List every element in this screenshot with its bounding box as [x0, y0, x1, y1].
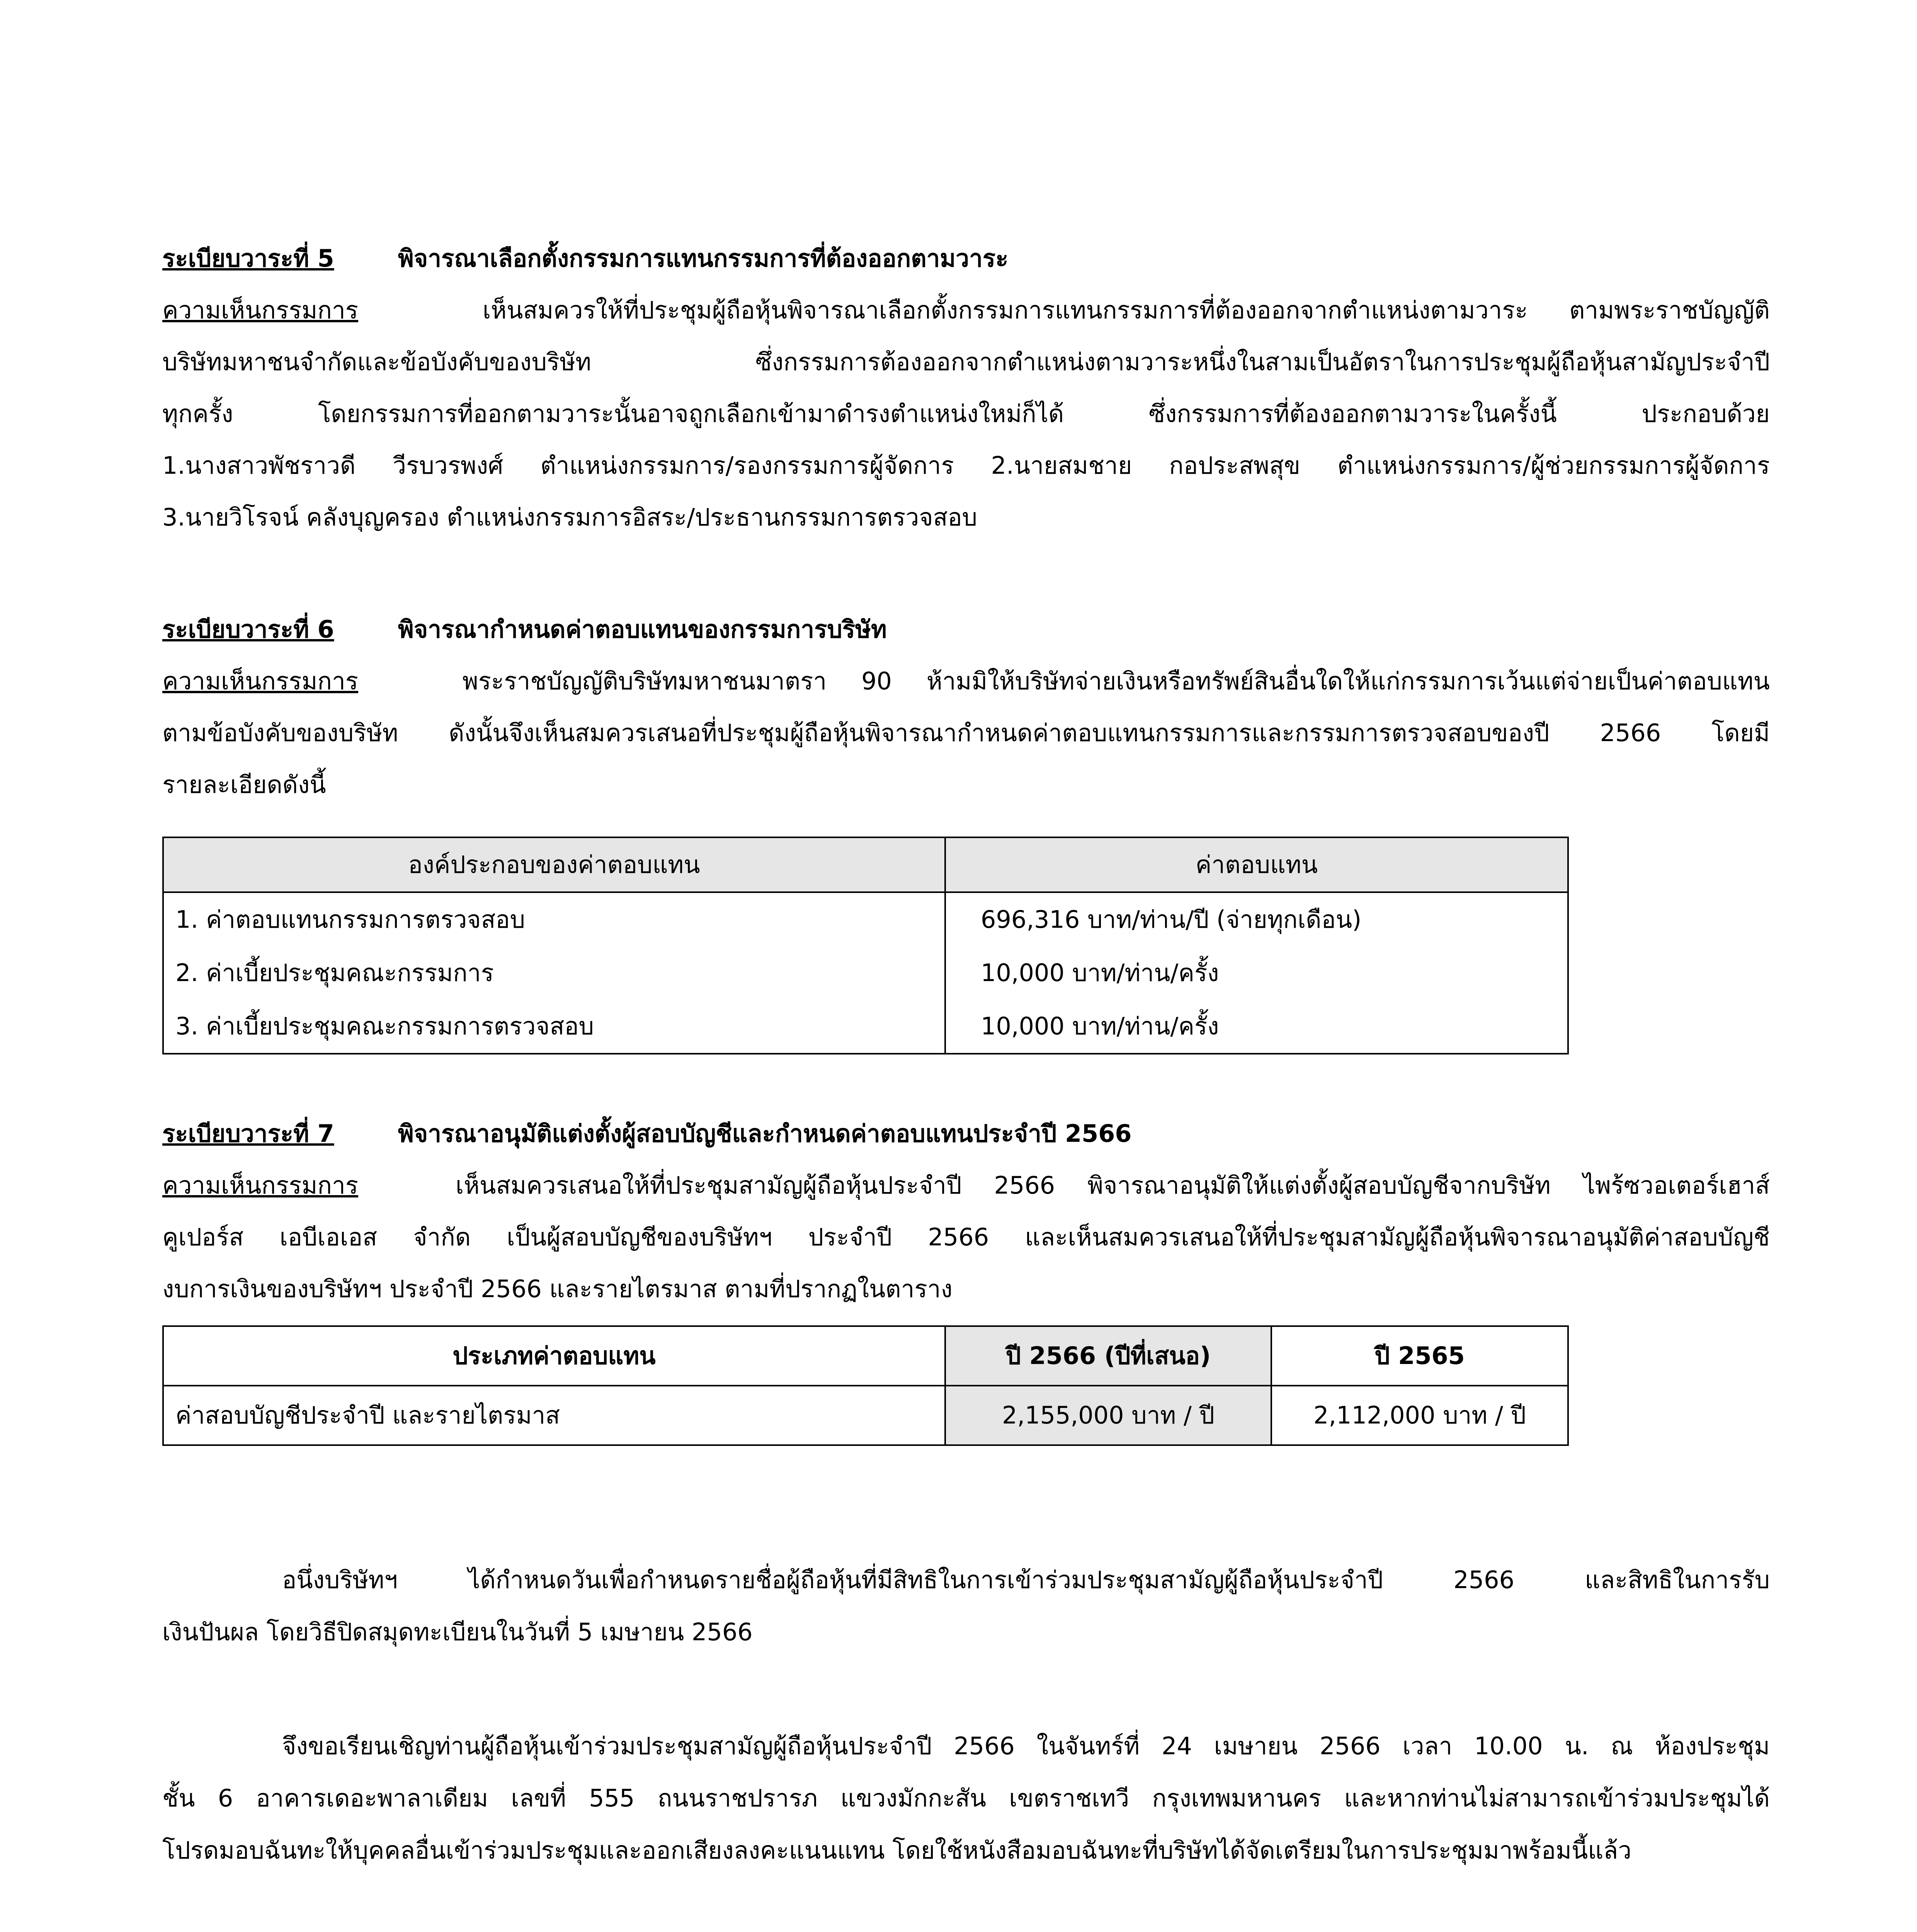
- agenda5-line-4: 1.นางสาวพัชราวดี วีรบวรพงศ์ ตำแหน่งกรรมการ/รองกรรมการผู้จัดการ 2.นายสมชาย กอประสพสุข ตำแหน่งกรรมการ/ผู้ช่วยกรรมการผู้จัดการ: [162, 451, 1770, 480]
- invitation-line-3: โปรดมอบฉันทะให้บุคคลอื่นเข้าร่วมประชุมและออกเสียงลงคะแนนแทน โดยใช้หนังสือมอบฉันทะที่บริษัทได้จัดเตรียมในการประชุมมาพร้อมนี้แล้ว: [162, 1836, 1632, 1864]
- table-header-row: [163, 1326, 1568, 1386]
- agenda7-opinion-label: ความเห็นกรรมการ: [162, 1171, 359, 1199]
- notice-line-2: เงินปันผล โดยวิธีปิดสมุดทะเบียนในวันที่ 5 เมษายน 2566: [162, 1618, 753, 1646]
- table-header: ประเภทค่าตอบแทน: [163, 1326, 945, 1386]
- agenda6-opinion-label: ความเห็นกรรมการ: [162, 667, 359, 695]
- table-cell: 3. ค่าเบี้ยประชุมคณะกรรมการตรวจสอบ: [163, 1000, 945, 1054]
- table-header: ปี 2565: [1271, 1326, 1568, 1386]
- table-cell: ค่าสอบบัญชีประจำปี และรายไตรมาส: [163, 1386, 945, 1445]
- agenda6-line-3: รายละเอียดดังนี้: [162, 770, 326, 799]
- agenda6-title: พิจารณากำหนดค่าตอบแทนของกรรมการบริษัท: [398, 615, 887, 643]
- agenda6-heading: [162, 611, 1770, 648]
- agenda5-line-2: บริษัทมหาชนจำกัดและข้อบังคับของบริษัท ซึ่งกรรมการต้องออกจากตำแหน่งตามวาระหนึ่งในสามเป็นอัตราในการประชุมผู้ถือหุ้นสามัญประจำปี: [162, 348, 1770, 376]
- agenda5-opinion-label: ความเห็นกรรมการ: [162, 296, 359, 324]
- agenda6-line-1: ความเห็นกรรมการ พระราชบัญญัติบริษัทมหาชนมาตรา 90 ห้ามมิให้บริษัทจ่ายเงินหรือทรัพย์สินอื่นใดให้แก่กรรมการเว้นแต่จ่ายเป็นค่าตอบแทน: [162, 667, 1770, 695]
- agenda7-audit-fee-table: [162, 1325, 1569, 1446]
- invitation-line-1: จึงขอเรียนเชิญท่านผู้ถือหุ้นเข้าร่วมประชุมสามัญผู้ถือหุ้นประจำปี 2566 ในจันทร์ที่ 24 เมษายน 2566 เวลา 10.00 น. ณ ห้องประชุม: [282, 1732, 1770, 1760]
- table-header-row: [163, 837, 1568, 892]
- table-cell: 10,000 บาท/ท่าน/ครั้ง: [945, 946, 1568, 1000]
- agenda6-line-2: ตามข้อบังคับของบริษัท ดังนั้นจึงเห็นสมควรเสนอที่ประชุมผู้ถือหุ้นพิจารณากำหนดค่าตอบแทนกรรมการและกรรมการตรวจสอบของปี 2566 โดยมี: [162, 719, 1770, 747]
- agenda5-line-3: ทุกครั้ง โดยกรรมการที่ออกตามวาระนั้นอาจถูกเลือกเข้ามาดำรงตำแหน่งใหม่ก็ได้ ซึ่งกรรมการที่ต้องออกตามวาระในครั้งนี้ ประกอบด้วย: [162, 400, 1770, 428]
- agenda6-label: ระเบียบวาระที่ 6: [162, 615, 334, 643]
- table-row: [163, 1386, 1568, 1445]
- table-row: [163, 1000, 1568, 1054]
- notice-line-1: อนึ่งบริษัทฯ ได้กำหนดวันเพื่อกำหนดรายชื่อผู้ถือหุ้นที่มีสิทธิในการเข้าร่วมประชุมสามัญผู้ถือหุ้นประจำปี 2566 และสิทธิในการรับ: [282, 1566, 1770, 1594]
- agenda6-compensation-table: [162, 837, 1569, 1054]
- agenda7-line-2: คูเปอร์ส เอบีเอเอส จำกัด เป็นผู้สอบบัญชีของบริษัทฯ ประจำปี 2566 และเห็นสมควรเสนอให้ที่ประชุมสามัญผู้ถือหุ้นพิจารณาอนุมัติค่าสอบบัญชี: [162, 1223, 1770, 1251]
- agenda7-line-3: งบการเงินของบริษัทฯ ประจำปี 2566 และรายไตรมาส ตามที่ปรากฏในตาราง: [162, 1275, 953, 1303]
- table-cell: 2,112,000 บาท / ปี: [1271, 1386, 1568, 1445]
- invitation-line-2: ชั้น 6 อาคารเดอะพาลาเดียม เลขที่ 555 ถนนราชปรารภ แขวงมักกะสัน เขตราชเทวี กรุงเทพมหานคร และหากท่านไม่สามารถเข้าร่วมประชุมได้: [162, 1784, 1770, 1812]
- agenda5-label: ระเบียบวาระที่ 5: [162, 244, 334, 272]
- table-row: [163, 892, 1568, 946]
- table-cell: 2. ค่าเบี้ยประชุมคณะกรรมการ: [163, 946, 945, 1000]
- table-cell: 1. ค่าตอบแทนกรรมการตรวจสอบ: [163, 892, 945, 946]
- agenda7-title: พิจารณาอนุมัติแต่งตั้งผู้สอบบัญชีและกำหนดค่าตอบแทนประจำปี 2566: [398, 1119, 1132, 1148]
- agenda5-heading: [162, 240, 1770, 277]
- table-cell: 10,000 บาท/ท่าน/ครั้ง: [945, 1000, 1568, 1054]
- table-row: [163, 946, 1568, 1000]
- agenda5-line-1: ความเห็นกรรมการ เห็นสมควรให้ที่ประชุมผู้ถือหุ้นพิจารณาเลือกตั้งกรรมการแทนกรรมการที่ต้องออกจากตำแหน่งตามวาระ ตามพระราชบัญญัติ: [162, 296, 1770, 324]
- agenda7-heading: [162, 1115, 1770, 1153]
- table-header: องค์ประกอบของค่าตอบแทน: [163, 837, 945, 892]
- table-header: ปี 2566 (ปีที่เสนอ): [945, 1326, 1271, 1386]
- agenda7-label: ระเบียบวาระที่ 7: [162, 1119, 334, 1148]
- agenda5-title: พิจารณาเลือกตั้งกรรมการแทนกรรมการที่ต้องออกตามวาระ: [398, 244, 1009, 272]
- agenda5-line-5: 3.นายวิโรจน์ คลังบุญครอง ตำแหน่งกรรมการอิสระ/ประธานกรรมการตรวจสอบ: [162, 503, 978, 531]
- agenda7-line-1: ความเห็นกรรมการ เห็นสมควรเสนอให้ที่ประชุมสามัญผู้ถือหุ้นประจำปี 2566 พิจารณาอนุมัติให้แต่งตั้งผู้สอบบัญชีจากบริษัท ไพร้ซวอเตอร์เฮาส์: [162, 1171, 1770, 1199]
- table-header: ค่าตอบแทน: [945, 837, 1568, 892]
- table-cell: 696,316 บาท/ท่าน/ปี (จ่ายทุกเดือน): [945, 892, 1568, 946]
- table-cell: 2,155,000 บาท / ปี: [945, 1386, 1271, 1445]
